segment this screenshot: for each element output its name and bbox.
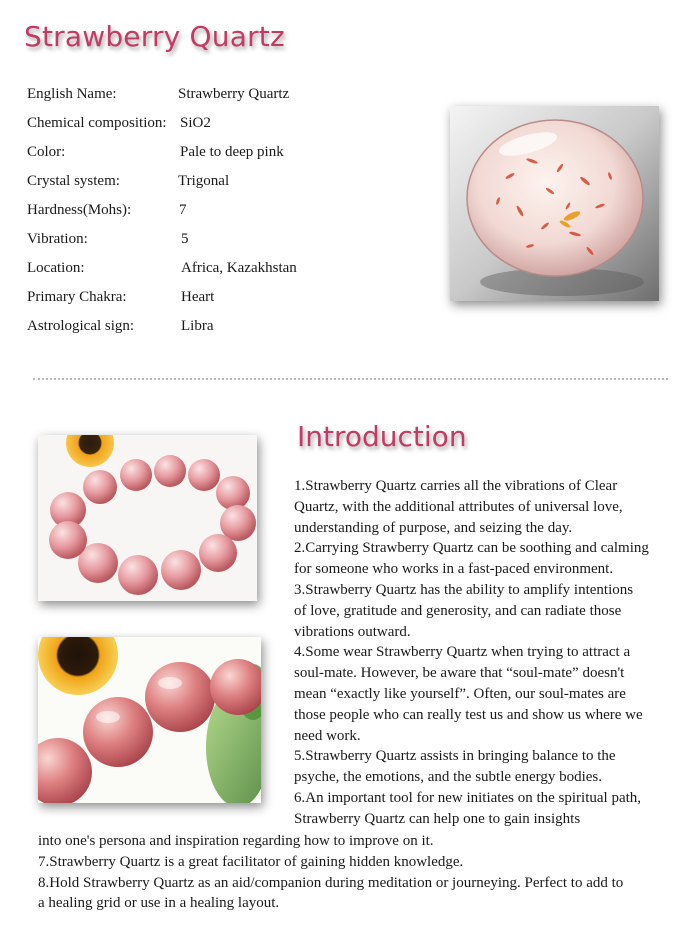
text-line: 1.Strawberry Quartz carries all the vibrations of Clear <box>294 478 618 494</box>
text-line: understanding of purpose, and seizing the day. <box>294 519 573 536</box>
property-value: Heart <box>181 289 215 305</box>
property-value: Trigonal <box>178 173 230 189</box>
text-line: into one's persona and inspiration regarding how to improve on it. <box>38 833 434 849</box>
crystal-photo <box>450 106 659 301</box>
text-line: vibrations outward. <box>294 623 411 640</box>
property-value: 5 <box>181 231 189 247</box>
property-value: Libra <box>181 318 214 334</box>
text-line: 7.Strawberry Quartz is a great facilitator of gaining hidden knowledge. <box>38 853 464 870</box>
text-line: of love, gratitude and generosity, and can radiate those <box>294 602 622 619</box>
property-label: Vibration: <box>27 231 88 247</box>
property-label: Location: <box>27 260 85 276</box>
text-line: 3.Strawberry Quartz has the ability to amplify intentions <box>294 581 634 598</box>
property-value: 7 <box>179 202 187 218</box>
property-value: Africa, Kazakhstan <box>181 260 297 276</box>
text-line: 2.Carrying Strawberry Quartz can be soothing and calming <box>294 540 649 557</box>
section-divider <box>33 378 668 380</box>
property-value: Pale to deep pink <box>180 144 284 160</box>
text-line: for someone who works in a fast-paced environment. <box>294 561 614 578</box>
text-line: 5.Strawberry Quartz assists in bringing balance to the <box>294 748 616 765</box>
property-label: Hardness(Mohs): <box>27 202 132 218</box>
text-line: 8.Hold Strawberry Quartz as an aid/companion during meditation or journeying. Perfect to add to <box>38 874 624 891</box>
text-line: 4.Some wear Strawberry Quartz when trying to attract a <box>294 644 631 661</box>
bracelet-photo <box>38 435 257 601</box>
text-line: Strawberry Quartz can help one to gain insights <box>294 810 581 827</box>
page-title: Strawberry Quartz <box>24 20 285 53</box>
property-label: Primary Chakra: <box>27 289 127 305</box>
property-label: Crystal system: <box>27 173 120 189</box>
introduction-text-continued <box>38 831 678 914</box>
text-line: need work. <box>294 727 361 744</box>
property-label: Color: <box>27 144 66 160</box>
text-line: soul-mate. However, be aware that “soul-mate” doesn't <box>294 665 625 682</box>
text-line: 6.An important tool for new initiates on the spiritual path, <box>294 789 642 806</box>
property-label: Chemical composition: <box>27 115 167 131</box>
text-line: psyche, the emotions, and the subtle energy bodies. <box>294 769 602 786</box>
property-label: Astrological sign: <box>27 318 135 334</box>
property-value: SiO2 <box>180 115 211 131</box>
text-line: a healing grid or use in a healing layout. <box>38 895 280 912</box>
property-value: Strawberry Quartz <box>178 86 290 102</box>
text-line: those people who can really test us and show us where we <box>294 706 643 723</box>
text-line: Quartz, with the additional attributes of universal love, <box>294 498 623 515</box>
introduction-text <box>294 476 676 830</box>
text-line: mean “exactly like yourself”. Often, our soul-mates are <box>294 685 626 702</box>
section-heading-introduction: Introduction <box>297 420 467 453</box>
bracelet-closeup-photo <box>38 637 261 803</box>
property-label: English Name: <box>27 86 117 102</box>
